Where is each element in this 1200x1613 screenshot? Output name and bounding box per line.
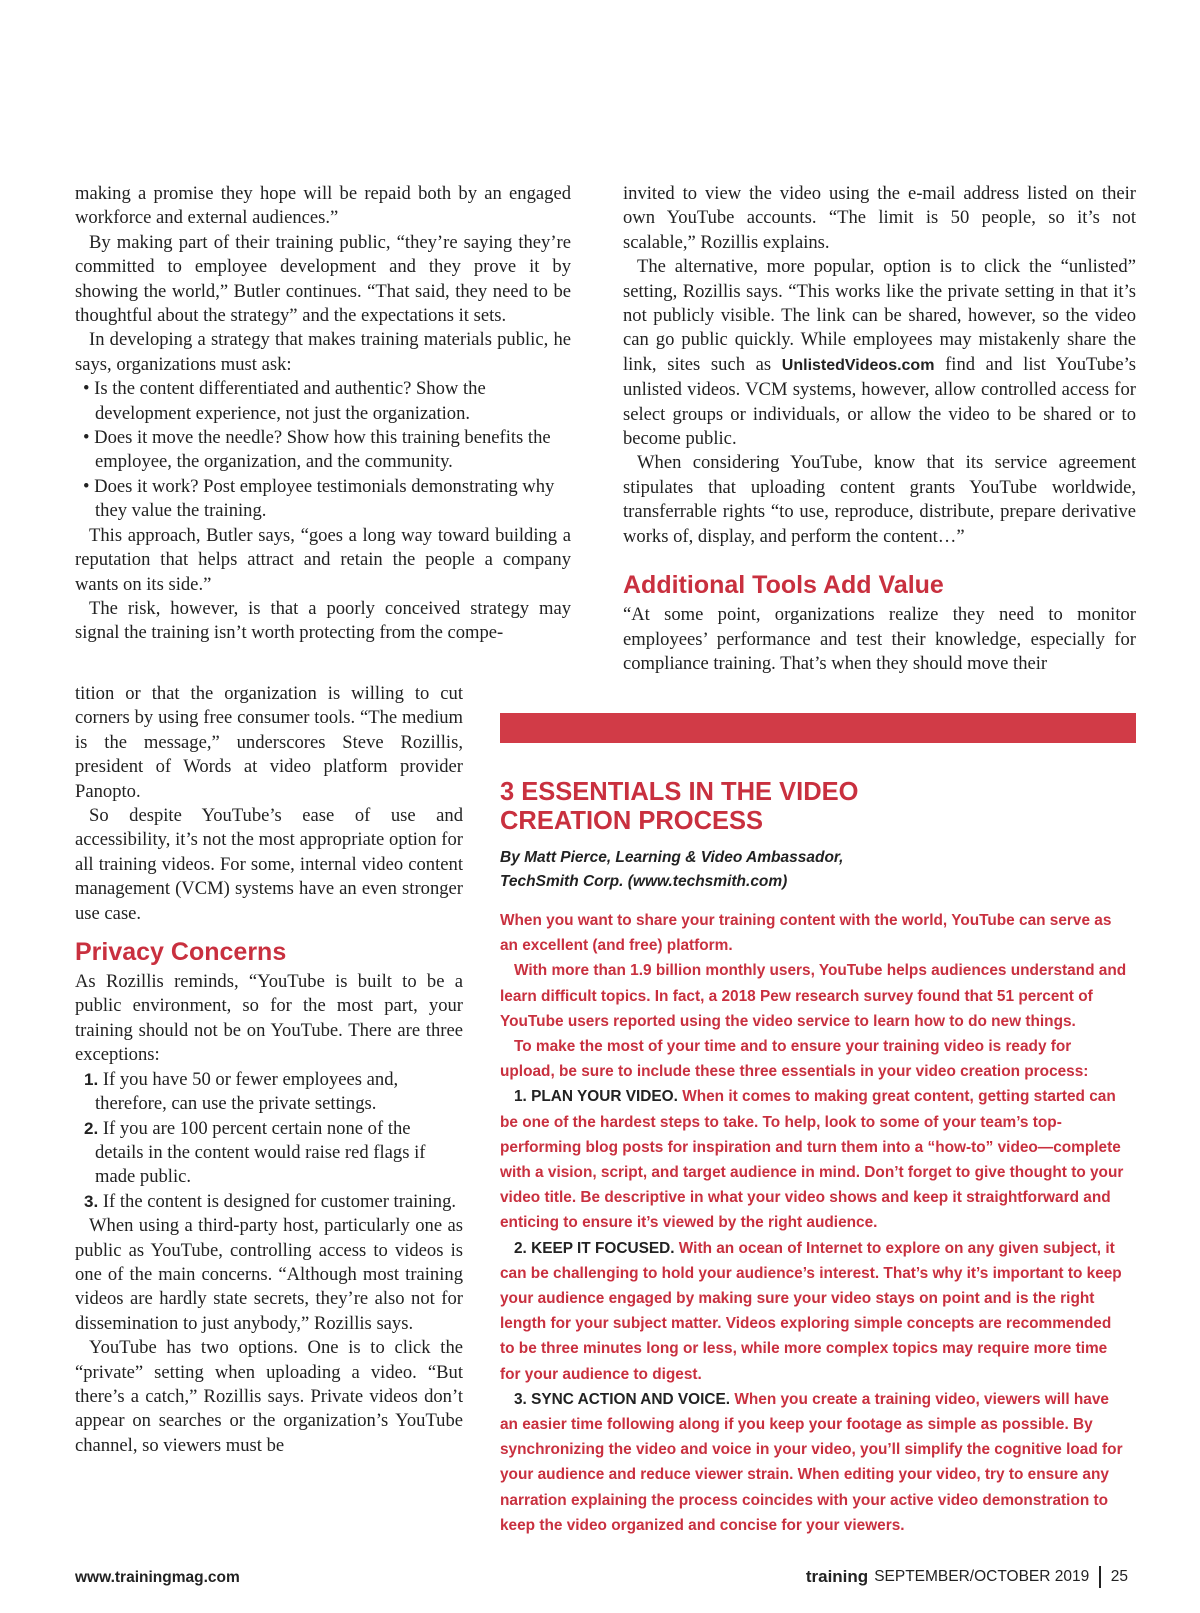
list-text: If you are 100 percent certain none of the details in the content would raise red flags if made public. (95, 1117, 426, 1188)
left-column-narrow (75, 682, 463, 1458)
exceptions-list (75, 1068, 463, 1214)
paragraph (623, 255, 1136, 451)
essential-lead: 3. SYNC ACTION AND VOICE. (514, 1390, 731, 1408)
paragraph: With more than 1.9 billion monthly users, YouTube helps audiences understand and learn difficult topics. In fact, a 2018 Pew research survey found that 51 percent of YouTube users reported using the video service to learn how to do new things. (500, 962, 1127, 1030)
essential-item (500, 1236, 1130, 1387)
folio-divider (1099, 1566, 1101, 1588)
section-heading-privacy: Privacy Concerns (75, 938, 287, 967)
essential-lead: 1. PLAN YOUR VIDEO. (514, 1088, 678, 1106)
list-number: 1. (84, 1069, 99, 1089)
list-item (75, 1117, 463, 1190)
issue-date: SEPTEMBER/OCTOBER 2019 (874, 1568, 1090, 1585)
paragraph: As Rozillis reminds, “YouTube is built to be a public environment, so for the most part, your training should not be on YouTube. There are three exceptions: (75, 971, 463, 1066)
sidebar-title-line: 3 ESSENTIALS IN THE VIDEO (500, 778, 859, 806)
sidebar-title (500, 778, 1130, 836)
paragraph: The risk, however, is that a poorly conceived strategy may signal the training isn’t worth protecting from the compe- (75, 597, 571, 644)
paragraph: tition or that the organization is willing to cut corners by using free consumer tools. “The medium is the message,” underscores Steve Rozillis, president of Words at video platform provider Panopto. (75, 683, 463, 802)
paragraph-text: The alternative, more popular, option is to click the “unlisted” setting, Rozillis says. “This works like the private setting in that it’s not publicly visible. The link can be shared, however, so the video can go public quickly. While employees may mistakenly share the link, sites such as (623, 256, 1136, 375)
list-text: If you have 50 or fewer employees and, therefore, can use the private settings. (95, 1068, 399, 1115)
paragraph: To make the most of your time and to ensure your training video is ready for upload, be sure to include these three essentials in your video creation process: (500, 1038, 1089, 1081)
sidebar-box (500, 778, 1130, 1538)
paragraph: “At some point, organizations realize they need to monitor employees’ performance and test their knowledge, especially for compliance training. That’s when they should move their (623, 604, 1136, 674)
essential-item (500, 1084, 1130, 1235)
sidebar-accent-bar (500, 713, 1136, 743)
sidebar-title-line: CREATION PROCESS (500, 807, 764, 835)
paragraph: This approach, Butler says, “goes a long way toward building a reputation that helps attract and retain the people a company wants on its side.” (75, 524, 571, 595)
list-item: • Does it work? Post employee testimonials demonstrating why they value the training. (83, 475, 555, 522)
byline-line: TechSmith Corp. (www.techsmith.com) (500, 873, 788, 890)
paragraph: making a promise they hope will be repaid both by an engaged workforce and external audiences.” (75, 183, 571, 229)
left-column (75, 182, 571, 646)
page-number: 25 (1110, 1568, 1128, 1585)
byline-line: By Matt Pierce, Learning & Video Ambassador, (500, 849, 844, 866)
list-item: • Does it move the needle? Show how this training benefits the employee, the organization, and the community. (83, 427, 551, 473)
paragraph: So despite YouTube’s ease of use and accessibility, it’s not the most appropriate option for all training videos. For some, internal video content management (VCM) systems have an even stronger use case. (75, 805, 463, 924)
magazine-brand: training (805, 1567, 869, 1586)
list-number: 3. (84, 1191, 99, 1211)
site-name: UnlistedVideos.com (781, 356, 935, 374)
byline (500, 846, 1130, 894)
essential-lead: 2. KEEP IT FOCUSED. (514, 1239, 675, 1257)
essential-text: When it comes to making great content, getting started can be one of the hardest steps to take. To help, look to some of your team’s top-performing blog posts for inspiration and turn them into a “how-to” video—complete with a vision, script, and target audience in mind. Don’t forget to give thought to your video title. Be descriptive in what your video shows and keep it straightforward and enticing to ensure it’s viewed by the right audience. (500, 1088, 1124, 1232)
right-column (623, 182, 1136, 676)
paragraph: In developing a strategy that makes training materials public, he says, organizations must ask: (75, 329, 571, 375)
list-item: • Is the content differentiated and authentic? Show the development experience, not just the organization. (83, 378, 486, 424)
paragraph: When using a third-party host, particularly one as public as YouTube, controlling access to videos is one of the main concerns. “Although most training videos are hardly state secrets, they’re also not for dissemination to just anybody,” Rozillis says. (75, 1215, 463, 1334)
paragraph: When considering YouTube, know that its service agreement stipulates that uploading content grants YouTube worldwide, transferrable rights “to use, reproduce, distribute, prepare derivative works of, display, and perform the content…” (623, 452, 1136, 547)
footer-url[interactable]: www.trainingmag.com (75, 1569, 240, 1586)
essential-item (500, 1387, 1130, 1538)
paragraph: By making part of their training public, “they’re saying they’re committed to employee development and they prove it by showing the world,” Butler continues. “That said, they need to be thoughtful about the strategy” and the expectations it sets. (75, 231, 571, 327)
essential-text: With an ocean of Internet to explore on any given subject, it can be challenging to hold your audience’s interest. That’s why it’s important to keep your audience engaged by making sure your video stays on point and is the right length for your subject matter. Videos exploring simple concepts are recommended to be three minutes long or less, while more complex topics may require more time for your audience to digest. (500, 1239, 1122, 1383)
list-text: If the content is designed for customer training. (102, 1190, 457, 1212)
paragraph: When you want to share your training content with the world, YouTube can serve as an excellent (and free) platform. (500, 912, 1112, 955)
paragraph-text: find and list YouTube’s unlisted videos. VCM systems, however, allow controlled access for select groups or individuals, or allow the video to be shared or to become public. (623, 353, 1136, 450)
sidebar-body (500, 908, 1130, 1538)
list-number: 2. (84, 1118, 99, 1138)
paragraph: YouTube has two options. One is to click the “private” setting when uploading a video. “But there’s a catch,” Rozillis says. Private videos don’t appear on searches or the organization’s YouTube channel, so viewers must be (75, 1337, 463, 1456)
list-item (75, 1068, 463, 1117)
list-item (75, 1190, 463, 1214)
section-heading-tools: Additional Tools Add Value (623, 571, 944, 600)
paragraph: invited to view the video using the e-mail address listed on their own YouTube accounts. “The limit is 50 people, so it’s not scalable,” Rozillis explains. (623, 183, 1136, 253)
question-list (75, 377, 571, 523)
essential-text: When you create a training video, viewers will have an easier time following along if you keep your footage as simple as possible. By synchronizing the video and voice in your video, you’ll simplify the cognitive load for your audience and reduce viewer strain. When editing your video, try to ensure any narration explaining the process coincides with your active video demonstration to keep the video organized and concise for your viewers. (500, 1390, 1123, 1534)
footer-folio (806, 1566, 1128, 1588)
